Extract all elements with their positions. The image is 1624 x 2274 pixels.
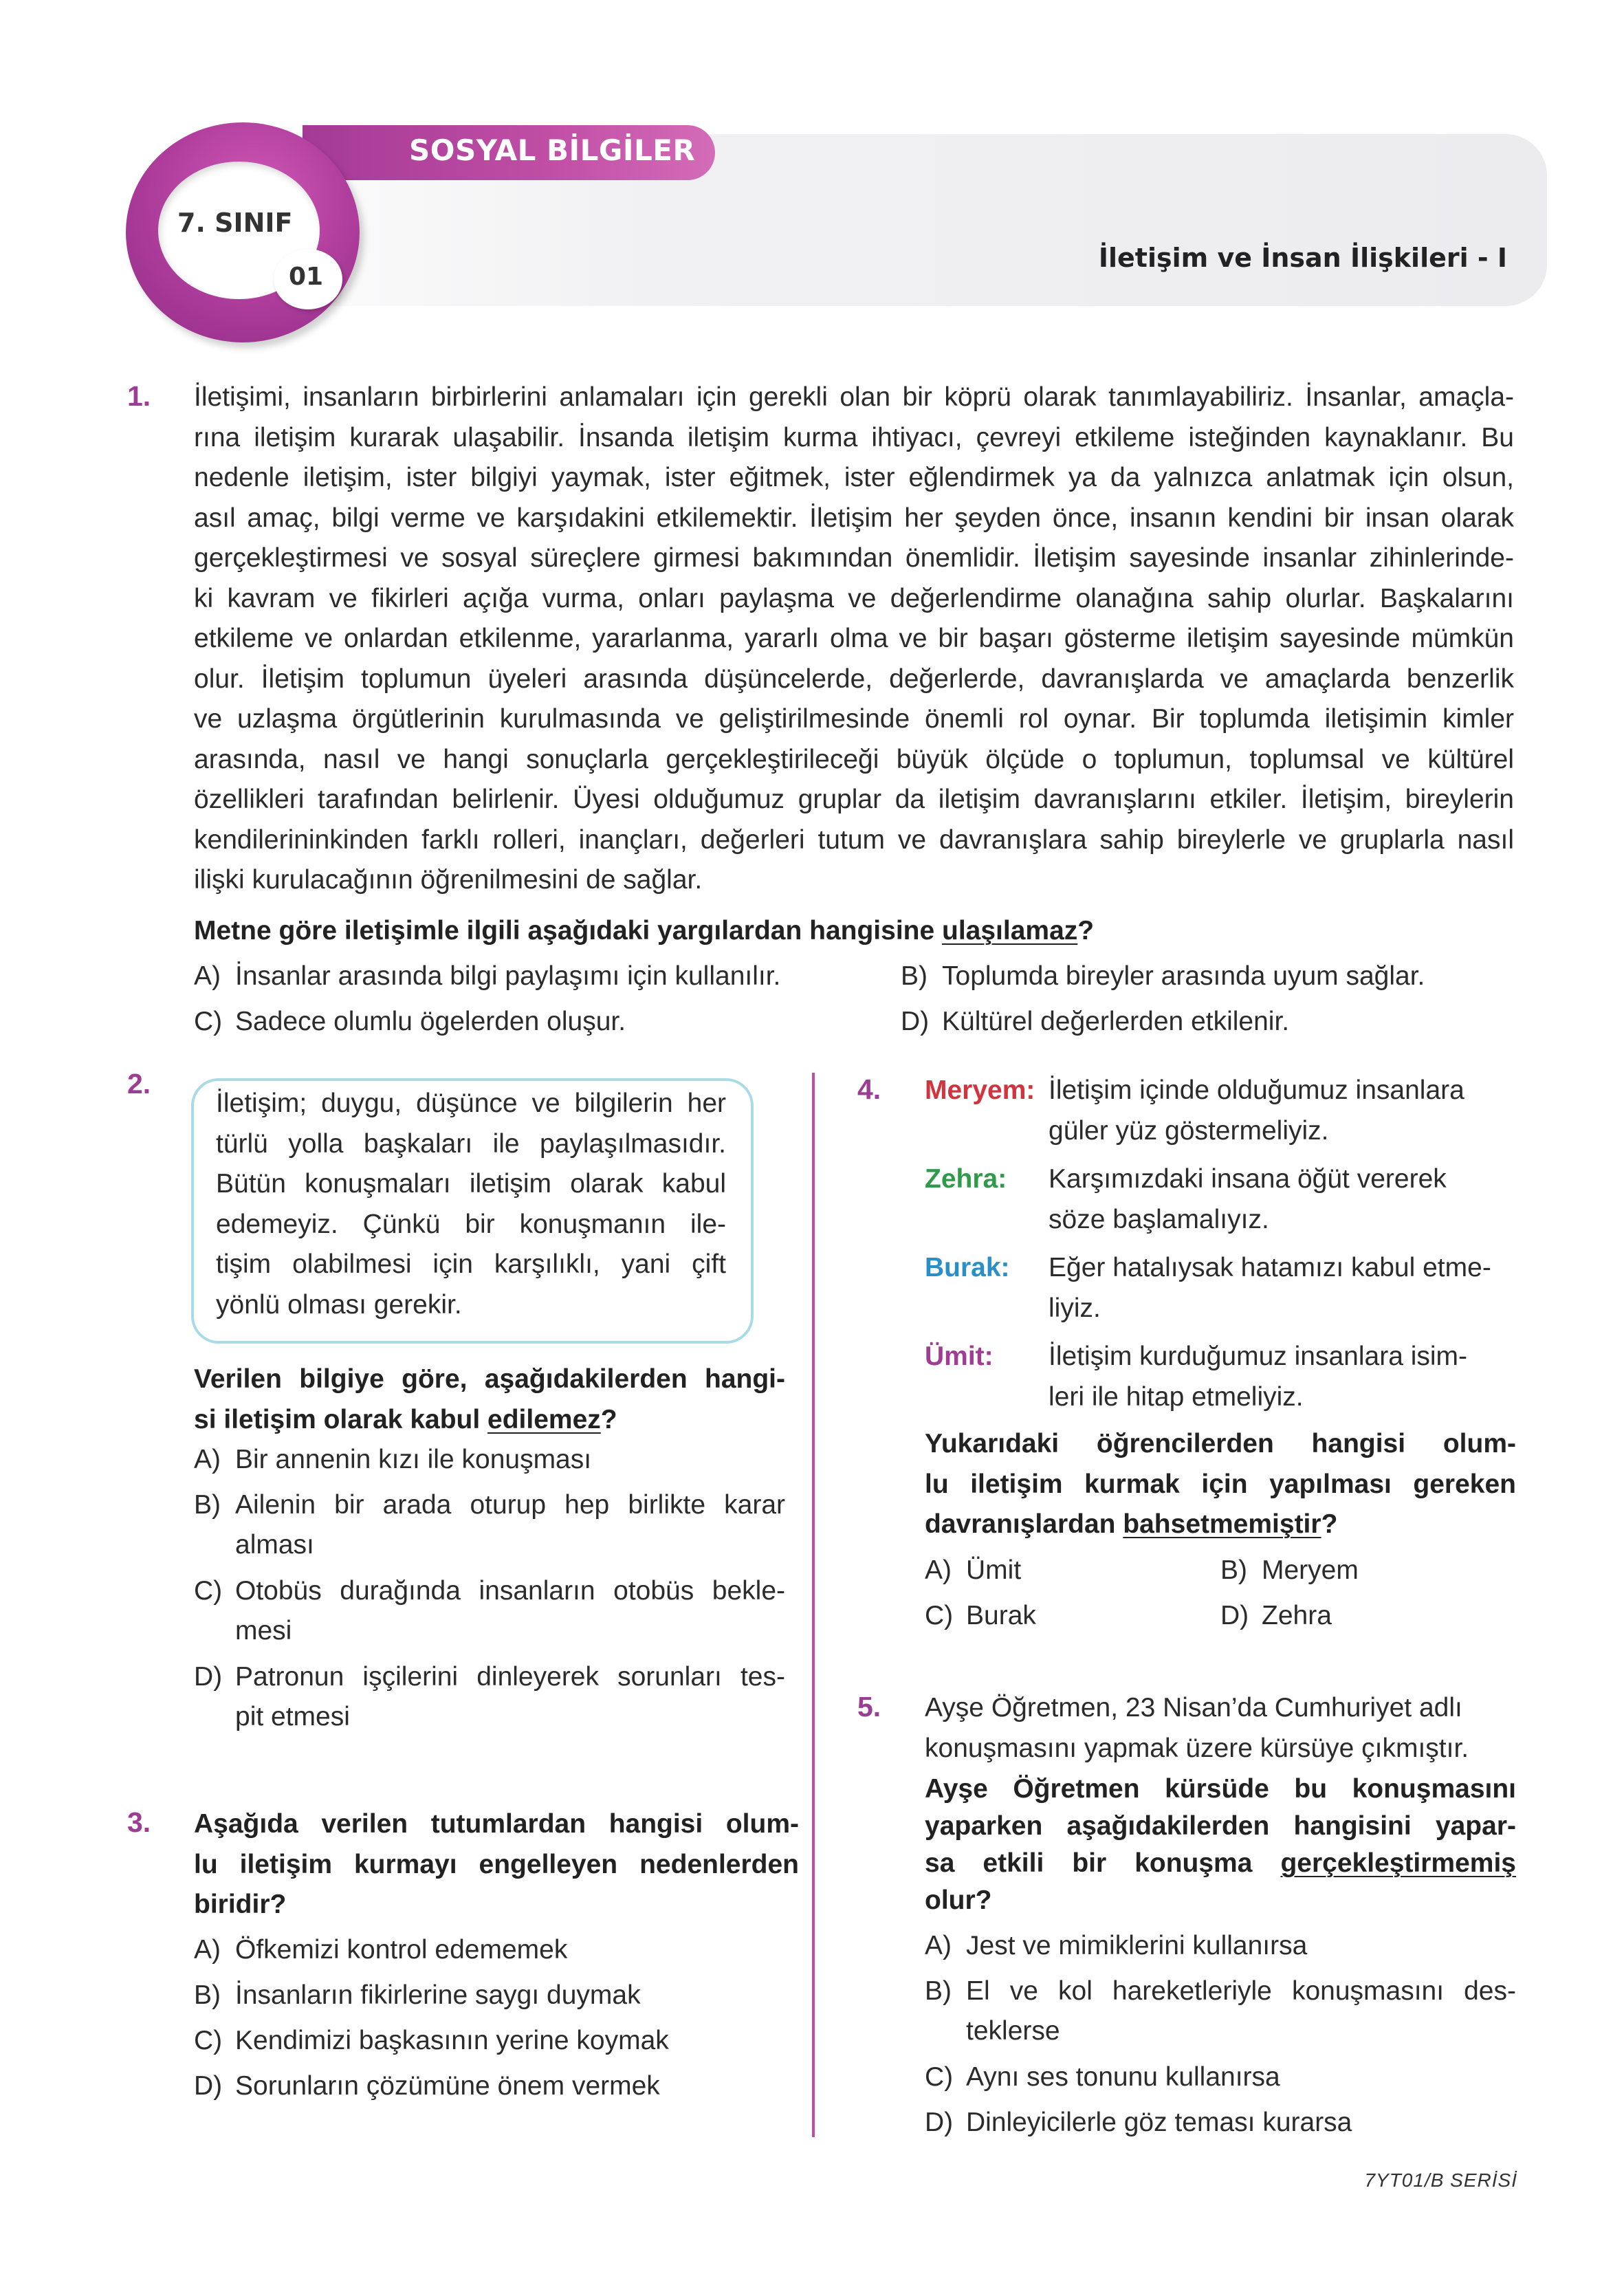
question-number-4: 4.: [857, 1073, 881, 1105]
q3-stem-line: biridir?: [194, 1890, 287, 1919]
q4-speaker-burak: Burak: Eğer hatalıysak hatamızı kabul etme- liyiz.: [925, 1248, 1513, 1329]
q1-option-b[interactable]: B) Toplumda bireyler arasında uyum sağlar.: [901, 961, 1425, 991]
subject-title: SOSYAL BİLGİLER: [409, 133, 696, 167]
q4-speaker-umit: Ümit: İletişim kurduğumuz insanlara isim- leri ile hitap etmeliyiz.: [925, 1337, 1513, 1417]
q5-option-d[interactable]: D) Dinleyicilerle göz teması kurarsa: [925, 2108, 1352, 2137]
q3-option-a[interactable]: A) Öfkemizi kontrol edememek: [194, 1935, 568, 1965]
q1-passage-line: asıl amaç, bilgi verme ve karşıdakini etkilemektir. İletişim her şeyden önce, insanın kendini bir insan olarak: [194, 503, 1514, 533]
q4-option-c[interactable]: C) Burak: [925, 1601, 1036, 1630]
q4-option-d[interactable]: D) Zehra: [1220, 1601, 1332, 1630]
q2-option-b[interactable]: B) Ailenin bir arada oturup hep birlikte karar alması: [194, 1490, 785, 1560]
q1-option-a[interactable]: A) İnsanlar arasında bilgi paylaşımı için kullanılır.: [194, 961, 781, 991]
speaker-name: Meryem:: [925, 1075, 1035, 1105]
q2-info-text: [216, 1084, 726, 1325]
q1-passage-line: rına iletişim kurarak ulaşabilir. İnsanda iletişim kurma ihtiyacı, çevreyi etkileme isteğinden kaynaklanır. Bu: [194, 422, 1514, 452]
q5-stem: Ayşe Öğretmen kürsüde bu konuşmasını yaparken aşağıdakilerden hangisini yapar- sa etkili bir konuşma gerçekleştirmemiş olur?: [925, 1774, 1516, 1915]
q1-passage-line: ve uzlaşma örgütlerinin kurulmasında ve geliştirilmesinde önemli rol oynar. Bir toplumda iletişimin kimler: [194, 704, 1514, 734]
q1-stem: Metne göre iletişimle ilgili aşağıdaki yargılardan hangisine ulaşılamaz?: [194, 916, 1095, 945]
q5-intro: [925, 1688, 1516, 1769]
subject-tab: [303, 125, 715, 180]
q5-option-c[interactable]: C) Aynı ses tonunu kullanırsa: [925, 2062, 1280, 2092]
q4-option-b[interactable]: B) Meryem: [1220, 1555, 1359, 1585]
q1-passage-line: ki kavram ve fikirleri açığa vurma, onları paylaşma ve değerlendirme olanağına sahip olurlar. Başkalarını: [194, 583, 1514, 613]
test-number: 01: [289, 263, 324, 291]
q1-passage-line: gerçekleştirmesi ve sosyal süreçlere girmesi bakımından önemlidir. İletişim sayesinde insanlar zihinlerinde-: [194, 543, 1514, 573]
column-divider: [812, 1073, 815, 2137]
q1-passage-line: etkileme ve onlardan etkilenme, yararlanma, yararlı olma ve bir başarı gösterme iletişim sayesinde mümkün: [194, 624, 1514, 653]
q1-passage-line: olur. İletişim toplumun üyeleri arasında düşüncelerde, değerlerde, davranışlarda ve amaçlarda benzerlik: [194, 664, 1514, 694]
q2-box-line: Bütün konuşmaları iletişim olarak kabul: [216, 1169, 726, 1199]
q2-box-line: türlü yolla başkaları ile paylaşılmasıdır.: [216, 1128, 726, 1159]
q3-stem-line: lu iletişim kurmayı engelleyen nedenlerden: [194, 1849, 799, 1879]
question-number-2: 2.: [127, 1068, 151, 1100]
q3-option-d[interactable]: D) Sorunların çözümüne önem vermek: [194, 2071, 660, 2101]
question-number-5: 5.: [857, 1691, 881, 1723]
q5-intro-line: konuşmasını yapmak üzere kürsüye çıkmıştır.: [925, 1733, 1469, 1763]
q4-speaker-zehra: Zehra: Karşımızdaki insana öğüt vererek söze başlamalıyız.: [925, 1159, 1513, 1240]
q1-passage-line: arasında, nasıl ve hangi sonuçlarla gerçekleştirileceği büyük ölçüde o toplumun, toplumsal ve kültürel: [194, 744, 1514, 774]
q3-option-b[interactable]: B) İnsanların fikirlerine saygı duymak: [194, 1980, 641, 2010]
q3-option-c[interactable]: C) Kendimizi başkasının yerine koymak: [194, 2026, 669, 2055]
speaker-name: Burak:: [925, 1253, 1010, 1282]
q2-option-c[interactable]: C) Otobüs durağında insanların otobüs bekle- mesi: [194, 1576, 785, 1646]
speaker-name: Zehra:: [925, 1164, 1007, 1194]
grade-label: 7. SINIF: [177, 208, 293, 238]
q5-option-b[interactable]: B) El ve kol hareketleriyle konuşmasını des- teklerse: [925, 1976, 1516, 2046]
q1-passage-line: kendilerininkinden farklı rolleri, inançları, değerleri tutum ve davranışlara sahip bireylerle ve gruplarla nasıl: [194, 824, 1514, 855]
question-number-1: 1.: [127, 380, 151, 412]
q3-stem: [194, 1804, 799, 1925]
q2-box-line: yönlü olması gerekir.: [216, 1289, 462, 1320]
q2-option-a[interactable]: A) Bir annenin kızı ile konuşması: [194, 1445, 592, 1474]
q5-intro-line: Ayşe Öğretmen, 23 Nisan’da Cumhuriyet adlı: [925, 1693, 1462, 1723]
series-code: 7YT01/B SERİSİ: [1364, 2169, 1517, 2191]
unit-title: İletişim ve İnsan İlişkileri - I: [1098, 243, 1507, 273]
q1-passage-line: özellikleri tarafından belirlenir. Üyesi olduğumuz gruplar da iletişim davranışlarını etkiler. İletişim, bireylerin: [194, 785, 1514, 814]
q2-stem: Verilen bilgiye göre, aşağıdakilerden hangi- si iletişim olarak kabul edilemez?: [194, 1364, 785, 1434]
q2-box-line: tişim olabilmesi için karşılıklı, yani çift: [216, 1249, 726, 1279]
question-number-3: 3.: [127, 1806, 151, 1838]
q1-passage-line: ilişki kurulacağının öğrenilmesini de sağlar.: [194, 865, 703, 895]
q2-option-d[interactable]: D) Patronun işçilerini dinleyerek sorunları tes- pit etmesi: [194, 1662, 785, 1731]
q4-speaker-meryem: Meryem: İletişim içinde olduğumuz insanlara güler yüz göstermeliyiz.: [925, 1071, 1513, 1151]
q1-passage-line: İletişimi, insanların birbirlerini anlamaları için gerekli olan bir köprü olarak tanımlayabiliriz. İnsanlar, amaçla-: [194, 382, 1514, 412]
speaker-name: Ümit:: [925, 1342, 994, 1371]
q2-box-line: İletişim; duygu, düşünce ve bilgilerin her: [216, 1089, 726, 1118]
q5-option-a[interactable]: A) Jest ve mimiklerini kullanırsa: [925, 1931, 1308, 1960]
q2-box-line: edemeyiz. Çünkü bir konuşmanın ile-: [216, 1209, 726, 1239]
q1-option-c[interactable]: C) Sadece olumlu ögelerden oluşur.: [194, 1007, 626, 1036]
test-number-badge: [274, 249, 342, 309]
q1-passage-line: nedenle iletişim, ister bilgiyi yaymak, ister eğitmek, ister eğlendirmek ya da yalnızca anlatmak için olsun,: [194, 463, 1514, 492]
q4-option-a[interactable]: A) Ümit: [925, 1555, 1022, 1585]
q1-option-d[interactable]: D) Kültürel değerlerden etkilenir.: [901, 1007, 1290, 1036]
q1-passage: [194, 378, 1514, 901]
q3-stem-line: Aşağıda verilen tutumlardan hangisi olum-: [194, 1809, 799, 1839]
q4-stem: Yukarıdaki öğrencilerden hangisi olum- lu iletişim kurmak için yapılması gereken davranışlardan bahsetmemiştir?: [925, 1429, 1516, 1539]
